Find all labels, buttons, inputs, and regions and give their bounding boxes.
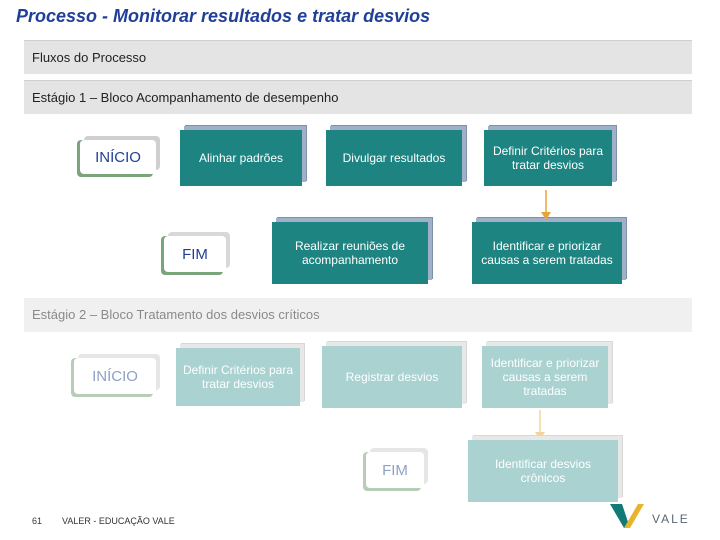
stage1-step-identificar-causas: Identificar e priorizar causas a serem tratadas <box>472 222 622 284</box>
stage2-step-identificar-cronicos: Identificar desvios crônicos <box>468 440 618 502</box>
stage2-step-registrar-desvios: Registrar desvios <box>322 346 462 408</box>
arrowhead-stage1 <box>541 212 551 220</box>
stage2-end-terminal: FIM <box>366 452 424 488</box>
vale-logo-icon <box>608 500 648 532</box>
page-number: 61 <box>32 516 43 526</box>
section-band-stage-2: Estágio 2 – Bloco Tratamento dos desvios críticos <box>24 298 692 332</box>
stage1-step-realizar-reunioes: Realizar reuniões de acompanhamento <box>272 222 428 284</box>
stage1-step-definir-criterios: Definir Critérios para tratar desvios <box>484 130 612 186</box>
arrowhead-stage2 <box>535 432 545 440</box>
stage2-step-definir-criterios: Definir Critérios para tratar desvios <box>176 348 300 406</box>
stage1-step-alinhar-padroes: Alinhar padrões <box>180 130 302 186</box>
stage2-start-terminal: INÍCIO <box>74 358 156 394</box>
page-title: Processo - Monitorar resultados e tratar desvios <box>16 6 431 26</box>
vale-logo-text: VALE <box>652 512 690 526</box>
section-band-fluxos: Fluxos do Processo <box>24 40 692 74</box>
section-band-stage-1: Estágio 1 – Bloco Acompanhamento de desempenho <box>24 80 692 114</box>
stage1-step-divulgar-resultados: Divulgar resultados <box>326 130 462 186</box>
stage1-start-terminal: INÍCIO <box>80 140 156 174</box>
stage2-step-identificar-causas: Identificar e priorizar causas a serem tratadas <box>482 346 608 408</box>
stage1-end-terminal: FIM <box>164 236 226 272</box>
footer-organization: VALER - EDUCAÇÃO VALE <box>62 516 175 526</box>
